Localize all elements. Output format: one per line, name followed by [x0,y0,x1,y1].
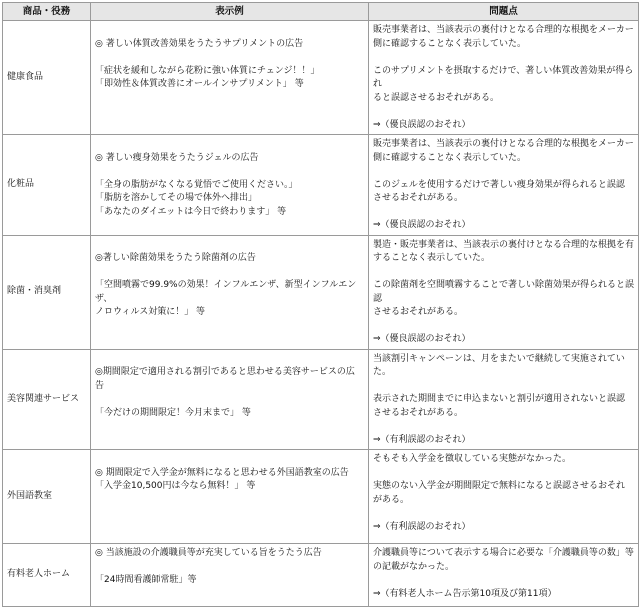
problem-line: がある。 [373,494,410,505]
category-cell: 外国語教室 [3,450,91,544]
example-line: 「空間噴霧で99.9%の効果！インフルエンザ、新型インフルエンザ、 [95,280,357,304]
problem-line [373,420,634,434]
problem-line: ⇒（有利誤認のおそれ） [373,434,471,445]
example-line [95,561,364,575]
problem-line: 実態のない入学金が期間限定で無料になると誤認させるおそれ [373,481,626,491]
problem-line: させるおそれがある。 [373,307,464,317]
problem-line [373,380,634,394]
problem-line: ⇒（有料老人ホーム告示第10項及び第11項） [373,588,557,599]
example-line: ◎ 著しい体質改善効果をうたうサプリメントの広告 [95,38,304,49]
category-cell: 化粧品 [3,135,91,236]
problem-line [373,51,634,65]
example-line [95,24,364,38]
example-line: 「脂肪を溶かしてその場で体外へ排出」 [95,193,258,203]
category-cell: 除菌・消臭剤 [3,235,91,349]
table-row [3,450,639,544]
problem-line: ⇒（優良誤認のおそれ） [373,119,471,130]
problem-line: の記載がなかった。 [373,561,455,572]
problem-line: そもそも入学金を徴収している実態がなかった。 [373,454,572,464]
header-problem: 問題点 [369,3,639,21]
problem-line: 側に確認することなく表示していた。 [373,152,527,163]
problem-line: することなく表示していた。 [373,253,491,263]
example-line: 告 [95,380,105,391]
problem-line [373,574,634,588]
problem-line [373,467,634,481]
example-line: ◎著しい除菌効果をうたう除菌剤の広告 [95,253,256,263]
example-cell [91,135,369,236]
category-cell: 有料老人ホーム [3,544,91,607]
problem-cell [369,135,639,236]
header-example: 表示例 [91,3,369,21]
example-line: ◎期間限定で適用される割引であると思わせる美容サービスの広 [95,367,355,377]
problem-line: 当該割引キャンペーンは、月をまたいで継続して実施されていた。 [373,353,625,377]
problem-line: 側に確認することなく表示していた。 [373,38,527,49]
problem-cell [369,235,639,349]
problem-line [373,320,634,334]
example-line: ◎ 期間限定で入学金が無料になると思わせる外国語教室の広告 [95,467,349,478]
example-line [95,393,364,407]
example-line [95,353,364,367]
example-cell [91,450,369,544]
problem-line: このジェルを使用するだけで著しい痩身効果が得られると誤認 [373,179,625,190]
problem-line [373,165,634,179]
example-line: ノロウィルス対策に！」 等 [95,307,206,317]
category-cell: 美容関連サービス [3,349,91,450]
example-line: 「症状を緩和しながら花粉に強い体質にチェンジ！！」 [95,65,320,76]
example-line: 「今だけの期間限定！今月末まで」 等 [95,407,251,418]
problem-cell [369,544,639,607]
table-row [3,544,639,607]
example-cell [91,21,369,135]
problem-line: ⇒（優良誤認のおそれ） [373,334,471,344]
table-row [3,349,639,450]
problem-cell [369,450,639,544]
problem-line [373,266,634,280]
example-line: 「あなたのダイエットは今日で終わります」 等 [95,206,287,217]
example-cell [91,349,369,450]
ad-violation-table [2,2,639,607]
problem-line: このサプリメントを摂取するだけで、著しい体質改善効果が得られ [373,65,634,89]
problem-line: させるおそれがある。 [373,407,464,418]
header-category: 商品・役務 [3,3,91,21]
problem-line [373,507,634,521]
category-cell: 健康食品 [3,21,91,135]
problem-line: ⇒（優良誤認のおそれ） [373,220,471,230]
problem-line [373,105,634,119]
header-row [3,3,639,21]
problem-line: 製造・販売事業者は、当該表示の裏付けとなる合理的な根拠を有 [373,239,635,250]
problem-line: ⇒（有利誤認のおそれ） [373,521,471,532]
example-cell [91,235,369,349]
example-line [95,165,364,179]
problem-line [373,206,634,220]
table-row [3,235,639,349]
example-line [95,266,364,280]
problem-line: 介護職員等について表示する場合に必要な「介護職員等の数」等 [373,548,634,558]
example-line [95,239,364,253]
problem-line: この除菌剤を空間噴霧することで著しい除菌効果が得られると誤認 [373,280,635,304]
problem-cell [369,21,639,135]
problem-line: 販売事業者は、当該表示の裏付けとなる合理的な根拠をメーカー [373,139,634,149]
problem-line: 表示された期間までに申込まないと割引が適用されないと誤認 [373,394,626,404]
problem-cell [369,349,639,450]
example-cell [91,544,369,607]
problem-line: させるおそれがある。 [373,193,464,203]
table-row [3,21,639,135]
example-line: 「即効性＆体質改善にオールインサプリメント」 等 [95,79,304,89]
example-line: 「全身の脂肪がなくなる覚悟でご使用ください。」 [95,179,298,190]
table-row [3,135,639,236]
example-line: 「24時間看護師常駐」等 [95,575,197,585]
example-line: ◎ 当該施設の介護職員等が充実している旨をうたう広告 [95,548,322,558]
example-line [95,138,364,152]
problem-line: 販売事業者は、当該表示の裏付けとなる合理的な根拠をメーカー [373,25,634,35]
problem-line: ると誤認させるおそれがある。 [373,92,500,103]
example-line: 「入学金10,500円は今なら無料！」 等 [95,481,256,491]
example-line: ◎ 著しい痩身効果をうたうジェルの広告 [95,152,259,163]
example-line [95,453,364,467]
example-line [95,51,364,65]
